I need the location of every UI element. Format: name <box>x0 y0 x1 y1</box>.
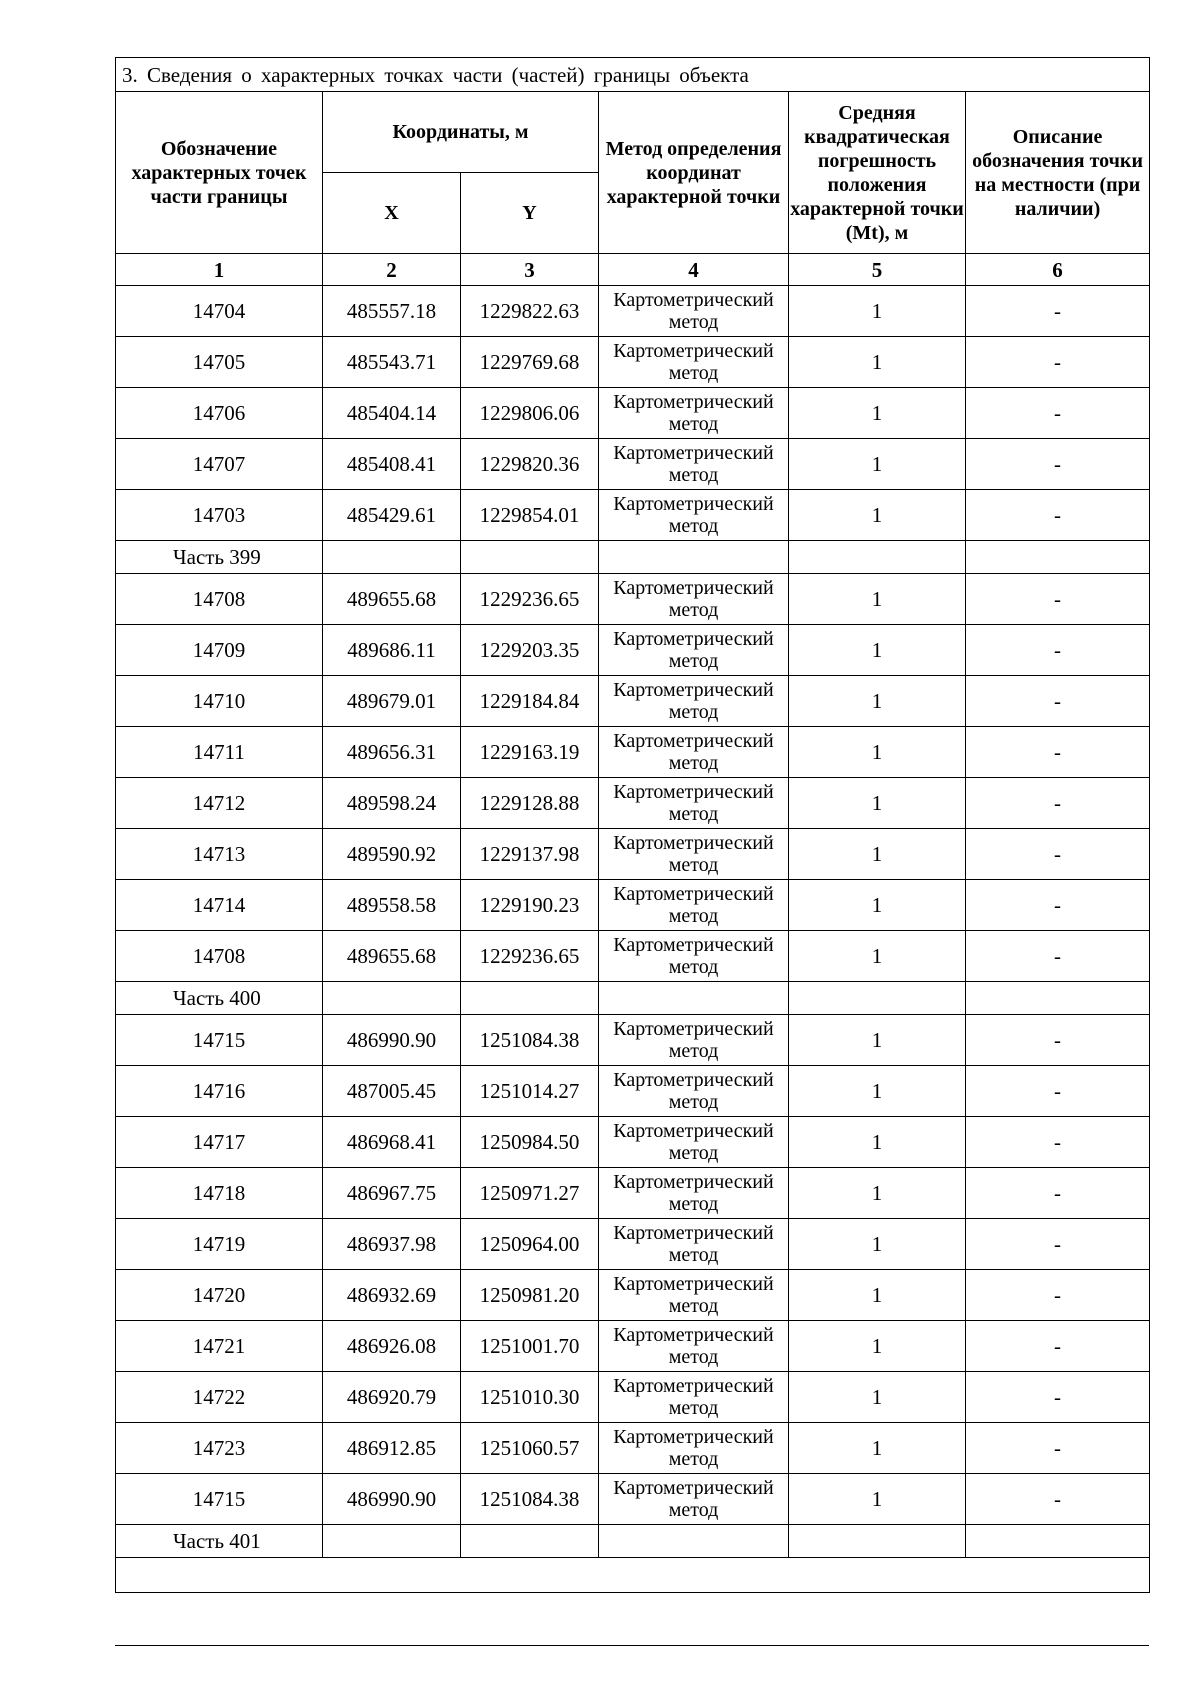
column-number: 2 <box>323 254 461 286</box>
error-cell: 1 <box>789 676 966 727</box>
point-id-cell: 14704 <box>116 286 323 337</box>
error-cell: 1 <box>789 778 966 829</box>
x-coordinate-cell: 486968.41 <box>323 1117 461 1168</box>
y-coordinate-cell: 1250984.50 <box>461 1117 599 1168</box>
header-error: Средняя квадратическая погрешность положения характерной точки (Mt), м <box>789 92 966 254</box>
description-cell: - <box>966 1270 1150 1321</box>
point-id-cell: 14706 <box>116 388 323 439</box>
error-cell: 1 <box>789 286 966 337</box>
table-row <box>116 439 1150 490</box>
table-row <box>116 880 1150 931</box>
table-row <box>116 727 1150 778</box>
point-id-cell: 14712 <box>116 778 323 829</box>
x-coordinate-cell: 485557.18 <box>323 286 461 337</box>
empty-cell <box>789 1525 966 1558</box>
y-coordinate-cell: 1251010.30 <box>461 1372 599 1423</box>
table-row <box>116 829 1150 880</box>
table-row <box>116 490 1150 541</box>
method-cell: Картометрический метод <box>599 880 789 931</box>
boundary-points-table <box>115 57 1150 1593</box>
column-numbers-row <box>116 254 1150 286</box>
x-coordinate-cell: 486990.90 <box>323 1015 461 1066</box>
method-cell: Картометрический метод <box>599 439 789 490</box>
method-cell: Картометрический метод <box>599 574 789 625</box>
y-coordinate-cell: 1229190.23 <box>461 880 599 931</box>
table-row <box>116 1219 1150 1270</box>
point-id-cell: 14715 <box>116 1474 323 1525</box>
x-coordinate-cell: 486932.69 <box>323 1270 461 1321</box>
description-cell: - <box>966 439 1150 490</box>
y-coordinate-cell: 1229184.84 <box>461 676 599 727</box>
method-cell: Картометрический метод <box>599 1219 789 1270</box>
point-id-cell: 14703 <box>116 490 323 541</box>
x-coordinate-cell: 485404.14 <box>323 388 461 439</box>
error-cell: 1 <box>789 388 966 439</box>
point-id-cell: 14716 <box>116 1066 323 1117</box>
error-cell: 1 <box>789 880 966 931</box>
x-coordinate-cell: 486926.08 <box>323 1321 461 1372</box>
point-id-cell: 14717 <box>116 1117 323 1168</box>
description-cell: - <box>966 1423 1150 1474</box>
description-cell: - <box>966 1117 1150 1168</box>
description-cell: - <box>966 1321 1150 1372</box>
x-coordinate-cell: 486912.85 <box>323 1423 461 1474</box>
empty-cell <box>789 982 966 1015</box>
y-coordinate-cell: 1229137.98 <box>461 829 599 880</box>
error-cell: 1 <box>789 1219 966 1270</box>
description-cell: - <box>966 286 1150 337</box>
point-id-cell: 14713 <box>116 829 323 880</box>
method-cell: Картометрический метод <box>599 1372 789 1423</box>
empty-cell <box>323 541 461 574</box>
empty-cell <box>599 541 789 574</box>
empty-cell <box>461 982 599 1015</box>
point-id-cell: 14714 <box>116 880 323 931</box>
x-coordinate-cell: 489558.58 <box>323 880 461 931</box>
y-coordinate-cell: 1251014.27 <box>461 1066 599 1117</box>
point-id-cell: 14719 <box>116 1219 323 1270</box>
x-coordinate-cell: 486937.98 <box>323 1219 461 1270</box>
table-row <box>116 625 1150 676</box>
header-row-top <box>116 92 1150 173</box>
description-cell: - <box>966 388 1150 439</box>
description-cell: - <box>966 1015 1150 1066</box>
header-x: X <box>323 173 461 254</box>
empty-cell <box>461 541 599 574</box>
description-cell: - <box>966 490 1150 541</box>
table-row <box>116 574 1150 625</box>
point-id-cell: 14705 <box>116 337 323 388</box>
x-coordinate-cell: 485408.41 <box>323 439 461 490</box>
section-title: 3. Сведения о характерных точках части (частей) границы объекта <box>116 58 1150 92</box>
error-cell: 1 <box>789 439 966 490</box>
description-cell: - <box>966 880 1150 931</box>
y-coordinate-cell: 1229820.36 <box>461 439 599 490</box>
point-id-cell: 14711 <box>116 727 323 778</box>
y-coordinate-cell: 1229128.88 <box>461 778 599 829</box>
table-row <box>116 1474 1150 1525</box>
x-coordinate-cell: 485429.61 <box>323 490 461 541</box>
x-coordinate-cell: 486920.79 <box>323 1372 461 1423</box>
point-id-cell: 14707 <box>116 439 323 490</box>
y-coordinate-cell: 1250981.20 <box>461 1270 599 1321</box>
method-cell: Картометрический метод <box>599 727 789 778</box>
table-row <box>116 1117 1150 1168</box>
part-label: Часть 399 <box>116 541 323 574</box>
method-cell: Картометрический метод <box>599 625 789 676</box>
error-cell: 1 <box>789 1474 966 1525</box>
header-designation: Обозначение характерных точек части границы <box>116 92 323 254</box>
description-cell: - <box>966 1219 1150 1270</box>
part-header-row <box>116 982 1150 1015</box>
error-cell: 1 <box>789 1015 966 1066</box>
column-number: 4 <box>599 254 789 286</box>
header-description: Описание обозначения точки на местности (при наличии) <box>966 92 1150 254</box>
error-cell: 1 <box>789 1423 966 1474</box>
empty-cell <box>599 1525 789 1558</box>
method-cell: Картометрический метод <box>599 388 789 439</box>
x-coordinate-cell: 489686.11 <box>323 625 461 676</box>
x-coordinate-cell: 489590.92 <box>323 829 461 880</box>
table-row <box>116 1168 1150 1219</box>
table-row <box>116 676 1150 727</box>
table-row <box>116 931 1150 982</box>
table-row <box>116 1321 1150 1372</box>
point-id-cell: 14715 <box>116 1015 323 1066</box>
description-cell: - <box>966 778 1150 829</box>
empty-cell <box>599 982 789 1015</box>
error-cell: 1 <box>789 625 966 676</box>
method-cell: Картометрический метод <box>599 1270 789 1321</box>
y-coordinate-cell: 1229236.65 <box>461 574 599 625</box>
method-cell: Картометрический метод <box>599 337 789 388</box>
y-coordinate-cell: 1229769.68 <box>461 337 599 388</box>
point-id-cell: 14708 <box>116 574 323 625</box>
table-row <box>116 1066 1150 1117</box>
column-number: 1 <box>116 254 323 286</box>
method-cell: Картометрический метод <box>599 490 789 541</box>
x-coordinate-cell: 489655.68 <box>323 574 461 625</box>
y-coordinate-cell: 1251001.70 <box>461 1321 599 1372</box>
part-header-row <box>116 541 1150 574</box>
method-cell: Картометрический метод <box>599 1321 789 1372</box>
description-cell: - <box>966 625 1150 676</box>
error-cell: 1 <box>789 727 966 778</box>
point-id-cell: 14718 <box>116 1168 323 1219</box>
method-cell: Картометрический метод <box>599 1168 789 1219</box>
point-id-cell: 14709 <box>116 625 323 676</box>
header-method: Метод определения координат характерной точки <box>599 92 789 254</box>
y-coordinate-cell: 1229806.06 <box>461 388 599 439</box>
y-coordinate-cell: 1250971.27 <box>461 1168 599 1219</box>
column-number: 3 <box>461 254 599 286</box>
description-cell: - <box>966 829 1150 880</box>
section-title-row <box>116 58 1150 92</box>
description-cell: - <box>966 1372 1150 1423</box>
method-cell: Картометрический метод <box>599 1066 789 1117</box>
y-coordinate-cell: 1229854.01 <box>461 490 599 541</box>
description-cell: - <box>966 676 1150 727</box>
method-cell: Картометрический метод <box>599 931 789 982</box>
point-id-cell: 14721 <box>116 1321 323 1372</box>
y-coordinate-cell: 1251084.38 <box>461 1474 599 1525</box>
empty-cell <box>323 982 461 1015</box>
description-cell: - <box>966 1168 1150 1219</box>
method-cell: Картометрический метод <box>599 829 789 880</box>
point-id-cell: 14720 <box>116 1270 323 1321</box>
error-cell: 1 <box>789 490 966 541</box>
table-row <box>116 388 1150 439</box>
error-cell: 1 <box>789 1372 966 1423</box>
part-label: Часть 401 <box>116 1525 323 1558</box>
error-cell: 1 <box>789 574 966 625</box>
point-id-cell: 14723 <box>116 1423 323 1474</box>
error-cell: 1 <box>789 829 966 880</box>
error-cell: 1 <box>789 1168 966 1219</box>
empty-cell <box>323 1525 461 1558</box>
x-coordinate-cell: 487005.45 <box>323 1066 461 1117</box>
y-coordinate-cell: 1251060.57 <box>461 1423 599 1474</box>
blank-cell <box>116 1558 1150 1593</box>
x-coordinate-cell: 486990.90 <box>323 1474 461 1525</box>
empty-cell <box>789 541 966 574</box>
point-id-cell: 14708 <box>116 931 323 982</box>
description-cell: - <box>966 574 1150 625</box>
table-row <box>116 778 1150 829</box>
description-cell: - <box>966 931 1150 982</box>
table-row <box>116 1372 1150 1423</box>
table-row <box>116 1270 1150 1321</box>
x-coordinate-cell: 489655.68 <box>323 931 461 982</box>
method-cell: Картометрический метод <box>599 1423 789 1474</box>
description-cell: - <box>966 337 1150 388</box>
table-row <box>116 1015 1150 1066</box>
part-header-row <box>116 1525 1150 1558</box>
point-id-cell: 14710 <box>116 676 323 727</box>
header-y: Y <box>461 173 599 254</box>
y-coordinate-cell: 1251084.38 <box>461 1015 599 1066</box>
error-cell: 1 <box>789 1066 966 1117</box>
table-row <box>116 337 1150 388</box>
part-label: Часть 400 <box>116 982 323 1015</box>
table-row <box>116 1423 1150 1474</box>
footer-rule <box>115 1645 1149 1646</box>
column-number: 5 <box>789 254 966 286</box>
method-cell: Картометрический метод <box>599 286 789 337</box>
point-id-cell: 14722 <box>116 1372 323 1423</box>
blank-row <box>116 1558 1150 1593</box>
column-number: 6 <box>966 254 1150 286</box>
empty-cell <box>966 541 1150 574</box>
error-cell: 1 <box>789 337 966 388</box>
x-coordinate-cell: 489598.24 <box>323 778 461 829</box>
empty-cell <box>966 982 1150 1015</box>
description-cell: - <box>966 1066 1150 1117</box>
y-coordinate-cell: 1229822.63 <box>461 286 599 337</box>
y-coordinate-cell: 1229163.19 <box>461 727 599 778</box>
x-coordinate-cell: 489656.31 <box>323 727 461 778</box>
error-cell: 1 <box>789 1270 966 1321</box>
error-cell: 1 <box>789 1321 966 1372</box>
method-cell: Картометрический метод <box>599 1474 789 1525</box>
error-cell: 1 <box>789 1117 966 1168</box>
description-cell: - <box>966 1474 1150 1525</box>
table-row <box>116 286 1150 337</box>
y-coordinate-cell: 1229203.35 <box>461 625 599 676</box>
y-coordinate-cell: 1229236.65 <box>461 931 599 982</box>
method-cell: Картометрический метод <box>599 778 789 829</box>
document-page <box>115 57 1149 1593</box>
x-coordinate-cell: 489679.01 <box>323 676 461 727</box>
header-coordinates: Координаты, м <box>323 92 599 173</box>
method-cell: Картометрический метод <box>599 676 789 727</box>
method-cell: Картометрический метод <box>599 1117 789 1168</box>
description-cell: - <box>966 727 1150 778</box>
method-cell: Картометрический метод <box>599 1015 789 1066</box>
error-cell: 1 <box>789 931 966 982</box>
empty-cell <box>966 1525 1150 1558</box>
empty-cell <box>461 1525 599 1558</box>
x-coordinate-cell: 486967.75 <box>323 1168 461 1219</box>
y-coordinate-cell: 1250964.00 <box>461 1219 599 1270</box>
x-coordinate-cell: 485543.71 <box>323 337 461 388</box>
